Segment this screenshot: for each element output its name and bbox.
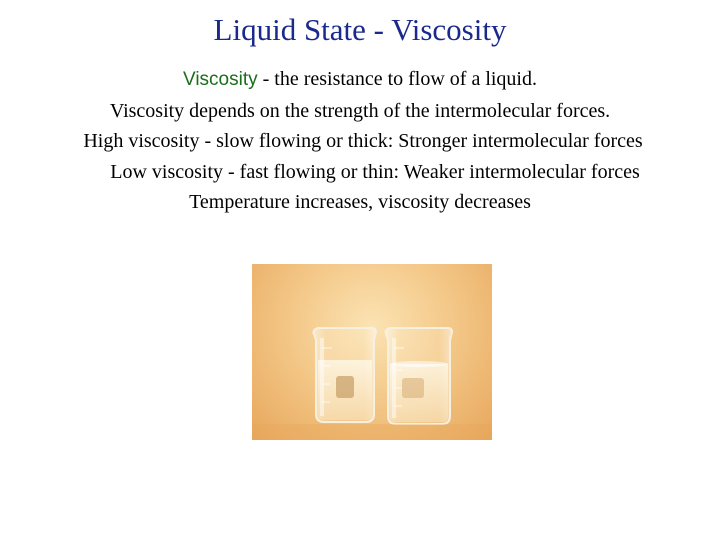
low-viscosity-line: Low viscosity - fast flowing or thin: Weaker intermolecular forces — [110, 160, 640, 183]
right-beaker — [386, 328, 453, 424]
page-title: Liquid State - Viscosity — [213, 12, 507, 47]
temperature-line: Temperature increases, viscosity decreases — [189, 191, 531, 213]
beakers-illustration — [252, 264, 492, 440]
viscosity-term: Viscosity — [183, 69, 258, 90]
definition-text: - the resistance to flow of a liquid. — [257, 68, 537, 90]
slide-body — [0, 64, 720, 218]
high-viscosity-line: High viscosity - slow flowing or thick: Stronger intermolecular forces — [83, 130, 643, 152]
beakers-photo — [252, 264, 492, 440]
dependence-line: Viscosity depends on the strength of the intermolecular forces. — [109, 99, 611, 122]
definition-line — [0, 64, 720, 96]
left-beaker — [314, 328, 377, 422]
